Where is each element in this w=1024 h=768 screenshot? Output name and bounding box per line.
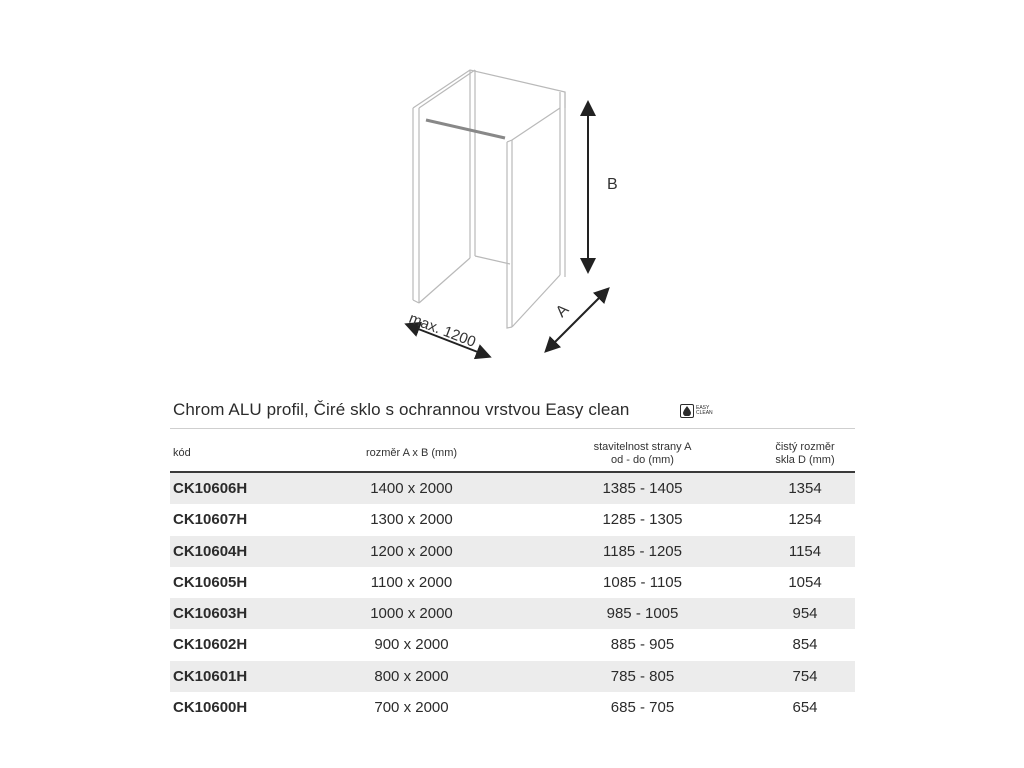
easy-clean-badge	[680, 404, 713, 418]
cell-code: CK10600H	[173, 699, 248, 717]
dimension-a-label: A	[552, 301, 573, 321]
cell-range: 885 - 905	[610, 636, 675, 654]
cell-glass: 754	[792, 667, 818, 685]
badge-text-line2: CLEAN	[696, 410, 713, 416]
table-header	[170, 436, 855, 470]
cell-code: CK10601H	[173, 667, 248, 685]
enclosure-drawing	[413, 70, 565, 328]
table-title: Chrom ALU profil, Čiré sklo s ochrannou vrstvou Easy clean	[173, 400, 630, 419]
cell-glass: 1354	[788, 480, 822, 497]
table-row	[170, 536, 855, 567]
dimension-a-arrow	[547, 290, 607, 350]
cell-range: 1185 - 1205	[603, 542, 682, 560]
cell-range: 685 - 705	[610, 699, 675, 717]
table-row	[170, 661, 855, 692]
cell-code: CK10602H	[173, 636, 248, 654]
cell-glass: 1154	[788, 542, 822, 560]
cell-size: 700 x 2000	[374, 699, 449, 717]
cell-range: 1285 - 1305	[602, 511, 683, 529]
header-range-line1: stavitelnost strany A	[593, 441, 692, 453]
header-glass-line2: skla D (mm)	[775, 454, 835, 466]
cell-size: 800 x 2000	[374, 667, 449, 685]
cell-size: 1000 x 2000	[370, 605, 453, 623]
cell-size: 1200 x 2000	[370, 542, 453, 560]
cell-glass: 654	[792, 699, 818, 717]
shower-enclosure-diagram	[0, 0, 1024, 380]
table-row	[170, 473, 855, 504]
cell-code: CK10607H	[173, 511, 248, 529]
water-drop-icon	[680, 404, 694, 418]
cell-size: 1100 x 2000	[370, 573, 453, 591]
table-row	[170, 567, 855, 598]
cell-glass: 1054	[788, 573, 822, 591]
cell-glass: 954	[792, 605, 818, 623]
header-glass-line1: čistý rozměr	[775, 441, 835, 453]
stabilizer-bar	[426, 120, 505, 138]
title-divider	[170, 428, 855, 429]
header-range-line2: od - do (mm)	[611, 454, 674, 466]
cell-range: 1385 - 1405	[602, 480, 683, 497]
table-row	[170, 504, 855, 535]
cell-range: 1085 - 1105	[603, 573, 682, 591]
cell-size: 900 x 2000	[374, 636, 449, 654]
cell-glass: 1254	[788, 511, 822, 529]
cell-code: CK10606H	[173, 480, 248, 497]
table-body	[170, 473, 855, 723]
badge-text-line1: EASY	[696, 405, 710, 411]
dimension-b-label: B	[607, 176, 618, 193]
cell-glass: 854	[792, 636, 818, 654]
cell-range: 985 - 1005	[606, 605, 679, 623]
header-size: rozměr A x B (mm)	[365, 447, 458, 459]
table-row	[170, 692, 855, 723]
cell-size: 1300 x 2000	[370, 511, 453, 529]
header-code: kód	[173, 447, 191, 459]
cell-code: CK10605H	[173, 573, 248, 591]
table-row	[170, 598, 855, 629]
cell-range: 785 - 805	[610, 667, 675, 685]
cell-code: CK10603H	[173, 605, 248, 623]
cell-size: 1400 x 2000	[370, 480, 453, 497]
dimension-width-label: max. 1200	[406, 309, 479, 351]
cell-code: CK10604H	[173, 542, 248, 560]
table-row	[170, 629, 855, 660]
